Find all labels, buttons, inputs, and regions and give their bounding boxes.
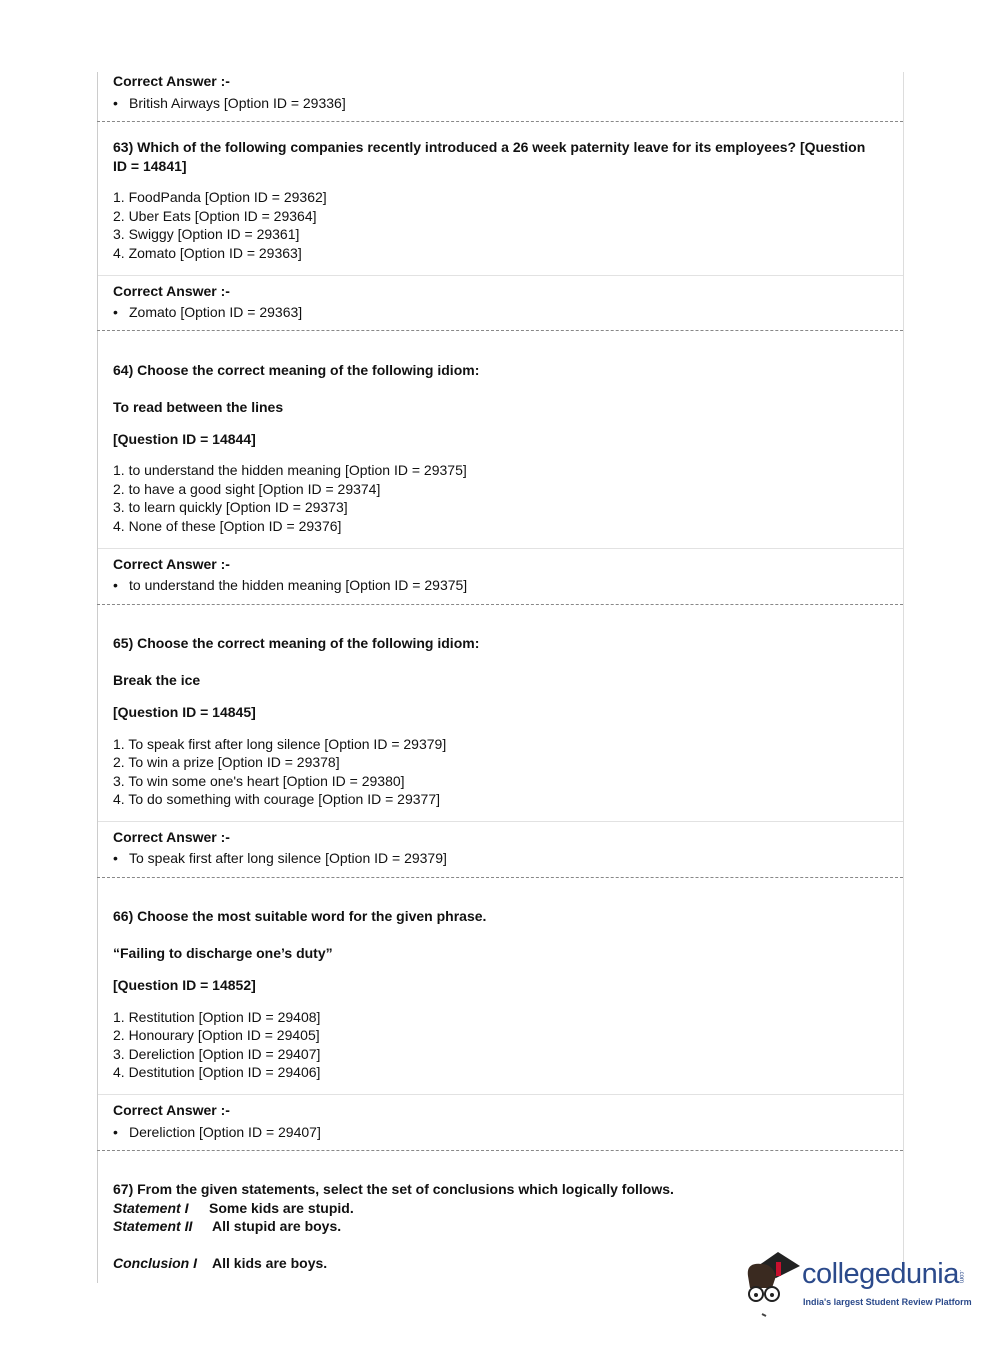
conclusion-label: Conclusion I: [113, 1255, 197, 1271]
option: 3. Dereliction [Option ID = 29407]: [113, 1046, 321, 1062]
option: 2. Uber Eats [Option ID = 29364]: [113, 208, 317, 224]
option: 3. To win some one's heart [Option ID = 29380]: [113, 773, 405, 789]
correct-answer: • British Airways [Option ID = 29336]: [113, 94, 346, 112]
statement-2: [113, 1217, 341, 1235]
question-id: [Question ID = 14844]: [113, 431, 256, 447]
correct-answer-label: Correct Answer :-: [113, 829, 230, 845]
question-id: [Question ID = 14845]: [113, 704, 256, 720]
option: 4. Destitution [Option ID = 29406]: [113, 1064, 321, 1080]
option: 1. to understand the hidden meaning [Option ID = 29375]: [113, 462, 467, 478]
option: 2. Honourary [Option ID = 29405]: [113, 1027, 320, 1043]
divider: [97, 330, 903, 331]
correct-answer-label: Correct Answer :-: [113, 73, 230, 89]
statement-text: Some kids are stupid.: [209, 1200, 354, 1216]
divider: [97, 1150, 903, 1151]
option: 4. Zomato [Option ID = 29363]: [113, 245, 302, 261]
divider: [98, 821, 903, 822]
option: 1. To speak first after long silence [Option ID = 29379]: [113, 736, 447, 752]
mascot-icon: [742, 1248, 804, 1320]
option: 1. Restitution [Option ID = 29408]: [113, 1009, 321, 1025]
correct-answer: • To speak first after long silence [Option ID = 29379]: [113, 849, 447, 867]
collegedunia-logo: [742, 1248, 972, 1320]
correct-answer: • Dereliction [Option ID = 29407]: [113, 1123, 321, 1141]
divider: [97, 877, 903, 878]
correct-answer-label: Correct Answer :-: [113, 556, 230, 572]
content-border: [97, 72, 98, 1283]
correct-answer-label: Correct Answer :-: [113, 283, 230, 299]
statement-text: All stupid are boys.: [212, 1218, 342, 1234]
conclusion-1: [113, 1254, 327, 1272]
correct-answer-label: Correct Answer :-: [113, 1102, 230, 1118]
option: 2. To win a prize [Option ID = 29378]: [113, 754, 340, 770]
question-phrase: “Failing to discharge one’s duty”: [113, 945, 333, 961]
question-66-title: 66) Choose the most suitable word for the given phrase.: [113, 908, 487, 924]
statement-label: Statement I: [113, 1200, 189, 1216]
logo-wordmark: collegedunia: [802, 1258, 959, 1290]
divider: [98, 275, 903, 276]
conclusion-text: All kids are boys.: [212, 1255, 328, 1271]
logo-tagline: India's largest Student Review Platform: [803, 1297, 972, 1307]
question-63-title-cont: ID = 14841]: [113, 158, 187, 174]
statement-label: Statement II: [113, 1218, 193, 1234]
content-border: [903, 72, 904, 1283]
question-65-title: 65) Choose the correct meaning of the following idiom:: [113, 635, 480, 651]
divider: [97, 121, 903, 122]
question-64-title: 64) Choose the correct meaning of the following idiom:: [113, 362, 480, 378]
option: 3. Swiggy [Option ID = 29361]: [113, 226, 300, 242]
logo-dotcom: .com: [958, 1270, 964, 1284]
statement-1: [113, 1199, 354, 1217]
option: 1. FoodPanda [Option ID = 29362]: [113, 189, 327, 205]
question-phrase: To read between the lines: [113, 399, 284, 415]
divider: [98, 1094, 903, 1095]
option: 2. to have a good sight [Option ID = 29374]: [113, 481, 381, 497]
option: 4. None of these [Option ID = 29376]: [113, 518, 342, 534]
correct-answer: • Zomato [Option ID = 29363]: [113, 303, 302, 321]
correct-answer: • to understand the hidden meaning [Option ID = 29375]: [113, 576, 467, 594]
question-63-title: 63) Which of the following companies recently introduced a 26 week paternity leave for its employees? [Question: [113, 139, 866, 155]
option: 4. To do something with courage [Option ID = 29377]: [113, 791, 441, 807]
question-phrase: Break the ice: [113, 672, 201, 688]
question-id: [Question ID = 14852]: [113, 977, 256, 993]
question-67-title: 67) From the given statements, select the set of conclusions which logically follows.: [113, 1181, 674, 1197]
divider: [98, 548, 903, 549]
divider: [97, 604, 903, 605]
option: 3. to learn quickly [Option ID = 29373]: [113, 499, 348, 515]
